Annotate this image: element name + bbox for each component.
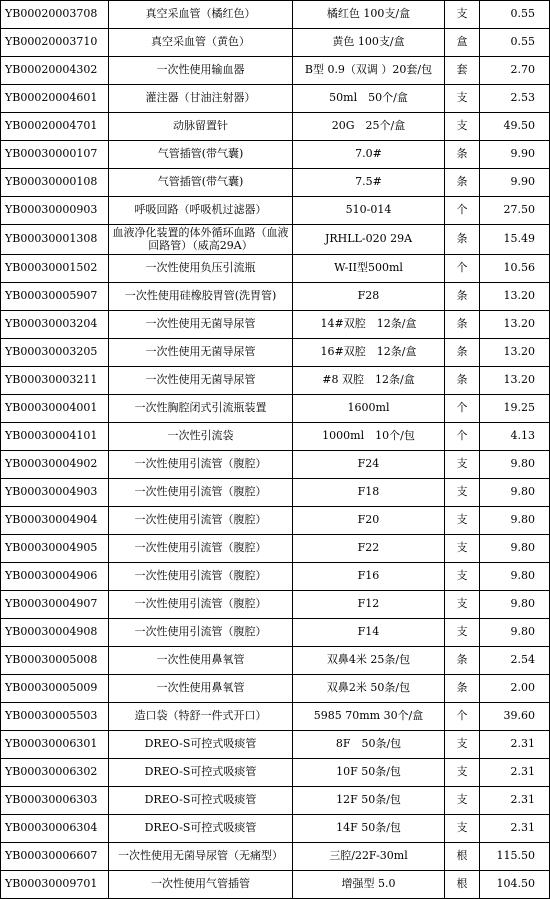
item-name-cell: 一次性使用无菌导尿管（无痛型） [109,843,293,871]
table-row [1,871,550,899]
item-unit-cell: 条 [445,339,480,367]
item-price-cell: 9.80 [480,619,550,647]
table-row [1,759,550,787]
item-unit-cell: 个 [445,395,480,423]
item-spec-cell: 8F 50条/包 [293,731,445,759]
item-spec-cell: #8 双腔 12条/盒 [293,367,445,395]
item-price-cell: 9.80 [480,563,550,591]
item-unit-cell: 条 [445,675,480,703]
table-body [1,1,550,899]
item-spec-cell: 双鼻2米 50条/包 [293,675,445,703]
item-spec-cell: F22 [293,535,445,563]
table-row [1,535,550,563]
table-row [1,57,550,85]
item-price-cell: 9.80 [480,591,550,619]
table-row [1,197,550,225]
item-name-cell: 一次性使用引流管（腹腔） [109,479,293,507]
table-row [1,395,550,423]
item-code-cell: YB00030005907 [1,283,109,311]
item-price-cell: 13.20 [480,283,550,311]
item-code-cell: YB00030004001 [1,395,109,423]
item-spec-cell: 1000ml 10个/包 [293,423,445,451]
item-code-cell: YB00030004908 [1,619,109,647]
item-price-cell: 0.55 [480,29,550,57]
item-price-cell: 9.80 [480,451,550,479]
item-unit-cell: 支 [445,591,480,619]
table-row [1,479,550,507]
item-price-cell: 104.50 [480,871,550,899]
table-row [1,225,550,255]
item-name-cell: 一次性使用鼻氧管 [109,647,293,675]
item-unit-cell: 条 [445,169,480,197]
item-name-cell: DREO-S可控式吸痰管 [109,731,293,759]
item-code-cell: YB00030004904 [1,507,109,535]
item-price-cell: 2.53 [480,85,550,113]
item-unit-cell: 支 [445,731,480,759]
item-spec-cell: 10F 50条/包 [293,759,445,787]
item-unit-cell: 根 [445,871,480,899]
item-price-cell: 2.00 [480,675,550,703]
item-price-cell: 49.50 [480,113,550,141]
item-price-cell: 4.13 [480,423,550,451]
item-code-cell: YB00020003708 [1,1,109,29]
item-unit-cell: 支 [445,113,480,141]
item-unit-cell: 条 [445,225,480,255]
item-price-cell: 2.31 [480,815,550,843]
item-price-cell: 9.90 [480,141,550,169]
item-unit-cell: 条 [445,141,480,169]
item-code-cell: YB00020004701 [1,113,109,141]
item-spec-cell: JRHLL-020 29A [293,225,445,255]
item-spec-cell: 16#双腔 12条/盒 [293,339,445,367]
item-unit-cell: 个 [445,423,480,451]
item-unit-cell: 根 [445,843,480,871]
table-row [1,451,550,479]
item-unit-cell: 条 [445,311,480,339]
item-spec-cell: 14F 50条/包 [293,815,445,843]
item-spec-cell: 7.0# [293,141,445,169]
item-spec-cell: F28 [293,283,445,311]
table-row [1,563,550,591]
item-price-cell: 2.31 [480,759,550,787]
item-spec-cell: B型 0.9（双调 ）20套/包 [293,57,445,85]
item-spec-cell: 7.5# [293,169,445,197]
item-code-cell: YB00030009701 [1,871,109,899]
item-name-cell: DREO-S可控式吸痰管 [109,815,293,843]
table-row [1,843,550,871]
table-row [1,85,550,113]
item-name-cell: 一次性使用输血器 [109,57,293,85]
item-spec-cell: F12 [293,591,445,619]
item-price-cell: 13.20 [480,367,550,395]
item-name-cell: 一次性使用负压引流瓶 [109,255,293,283]
item-code-cell: YB00030003211 [1,367,109,395]
item-unit-cell: 支 [445,787,480,815]
table-row [1,283,550,311]
table-row [1,311,550,339]
item-code-cell: YB00030000107 [1,141,109,169]
item-price-cell: 13.20 [480,311,550,339]
item-code-cell: YB00030006303 [1,787,109,815]
table-row [1,113,550,141]
table-row [1,507,550,535]
table-row [1,619,550,647]
table-row [1,29,550,57]
item-price-cell: 39.60 [480,703,550,731]
table-row [1,815,550,843]
item-unit-cell: 支 [445,535,480,563]
item-price-cell: 0.55 [480,1,550,29]
item-code-cell: YB00030003205 [1,339,109,367]
table-row [1,591,550,619]
item-price-cell: 19.25 [480,395,550,423]
item-spec-cell: W-II型500ml [293,255,445,283]
item-name-cell: 一次性使用引流管（腹腔） [109,507,293,535]
item-name-cell: 一次性使用引流管（腹腔） [109,563,293,591]
table-row [1,647,550,675]
table-row [1,339,550,367]
table-row [1,1,550,29]
item-code-cell: YB00030004101 [1,423,109,451]
item-unit-cell: 条 [445,283,480,311]
item-code-cell: YB00030004906 [1,563,109,591]
item-name-cell: 一次性胸腔闭式引流瓶装置 [109,395,293,423]
item-spec-cell: 14#双腔 12条/盒 [293,311,445,339]
item-spec-cell: 50ml 50个/盒 [293,85,445,113]
item-code-cell: YB00030001502 [1,255,109,283]
item-code-cell: YB00030004905 [1,535,109,563]
item-spec-cell: F14 [293,619,445,647]
item-spec-cell: F16 [293,563,445,591]
item-code-cell: YB00030006301 [1,731,109,759]
item-spec-cell: 黄色 100支/盒 [293,29,445,57]
item-spec-cell: 橘红色 100支/盒 [293,1,445,29]
item-price-cell: 115.50 [480,843,550,871]
item-code-cell: YB00030004903 [1,479,109,507]
item-code-cell: YB00030003204 [1,311,109,339]
table-row [1,169,550,197]
table-row [1,787,550,815]
item-unit-cell: 个 [445,197,480,225]
item-price-cell: 2.70 [480,57,550,85]
item-spec-cell: 510-014 [293,197,445,225]
item-name-cell: 一次性使用鼻氧管 [109,675,293,703]
item-name-cell: 血液净化装置的体外循环血路（血液回路管）（威高29A） [109,225,293,255]
table-row [1,731,550,759]
item-name-cell: 真空采血管（黄色） [109,29,293,57]
item-code-cell: YB00030001308 [1,225,109,255]
item-name-cell: DREO-S可控式吸痰管 [109,759,293,787]
item-spec-cell: 双鼻4米 25条/包 [293,647,445,675]
table-row [1,141,550,169]
item-code-cell: YB00030005008 [1,647,109,675]
item-code-cell: YB00030005009 [1,675,109,703]
item-code-cell: YB00020003710 [1,29,109,57]
table-row [1,423,550,451]
item-spec-cell: 1600ml [293,395,445,423]
item-price-cell: 9.80 [480,535,550,563]
item-price-cell: 2.54 [480,647,550,675]
item-name-cell: 一次性使用引流管（腹腔） [109,619,293,647]
item-name-cell: 造口袋（特舒一件式开口） [109,703,293,731]
item-name-cell: 一次性使用无菌导尿管 [109,367,293,395]
item-code-cell: YB00030006304 [1,815,109,843]
item-name-cell: 一次性使用引流管（腹腔） [109,591,293,619]
item-name-cell: 灌注器（甘油注射器） [109,85,293,113]
item-unit-cell: 支 [445,619,480,647]
item-unit-cell: 条 [445,367,480,395]
item-name-cell: 一次性使用无菌导尿管 [109,339,293,367]
item-name-cell: 动脉留置针 [109,113,293,141]
item-price-cell: 10.56 [480,255,550,283]
item-unit-cell: 支 [445,507,480,535]
item-spec-cell: 三腔/22F-30ml [293,843,445,871]
item-spec-cell: 20G 25个/盒 [293,113,445,141]
item-unit-cell: 套 [445,57,480,85]
item-price-cell: 13.20 [480,339,550,367]
item-unit-cell: 支 [445,479,480,507]
item-price-cell: 9.90 [480,169,550,197]
item-name-cell: 气管插管(带气囊) [109,169,293,197]
item-spec-cell: 5985 70mm 30个/盒 [293,703,445,731]
item-unit-cell: 盒 [445,29,480,57]
item-code-cell: YB00030006302 [1,759,109,787]
item-price-cell: 15.49 [480,225,550,255]
item-unit-cell: 条 [445,647,480,675]
table-row [1,675,550,703]
item-price-cell: 27.50 [480,197,550,225]
item-spec-cell: F24 [293,451,445,479]
item-price-cell: 9.80 [480,507,550,535]
item-name-cell: 一次性使用无菌导尿管 [109,311,293,339]
item-price-cell: 2.31 [480,787,550,815]
item-unit-cell: 个 [445,703,480,731]
item-code-cell: YB00030004907 [1,591,109,619]
item-unit-cell: 支 [445,85,480,113]
item-code-cell: YB00020004302 [1,57,109,85]
item-unit-cell: 支 [445,451,480,479]
table-row [1,255,550,283]
item-name-cell: 一次性使用气管插管 [109,871,293,899]
item-spec-cell: F20 [293,507,445,535]
item-code-cell: YB00030005503 [1,703,109,731]
item-name-cell: 一次性使用硅橡胶胃管(洗胃管) [109,283,293,311]
item-price-cell: 9.80 [480,479,550,507]
item-code-cell: YB00030004902 [1,451,109,479]
item-name-cell: 呼吸回路（呼吸机过滤器） [109,197,293,225]
item-unit-cell: 支 [445,759,480,787]
item-price-cell: 2.31 [480,731,550,759]
item-unit-cell: 支 [445,815,480,843]
item-unit-cell: 支 [445,563,480,591]
item-spec-cell: F18 [293,479,445,507]
item-name-cell: 一次性引流袋 [109,423,293,451]
item-unit-cell: 个 [445,255,480,283]
item-name-cell: 一次性使用引流管（腹腔） [109,535,293,563]
item-name-cell: 气管插管(带气囊) [109,141,293,169]
table-row [1,367,550,395]
item-code-cell: YB00030000108 [1,169,109,197]
table-row [1,703,550,731]
item-code-cell: YB00030006607 [1,843,109,871]
item-name-cell: 真空采血管（橘红色） [109,1,293,29]
item-code-cell: YB00030000903 [1,197,109,225]
item-spec-cell: 12F 50条/包 [293,787,445,815]
item-name-cell: 一次性使用引流管（腹腔） [109,451,293,479]
item-code-cell: YB00020004601 [1,85,109,113]
item-spec-cell: 增强型 5.0 [293,871,445,899]
item-unit-cell: 支 [445,1,480,29]
item-name-cell: DREO-S可控式吸痰管 [109,787,293,815]
